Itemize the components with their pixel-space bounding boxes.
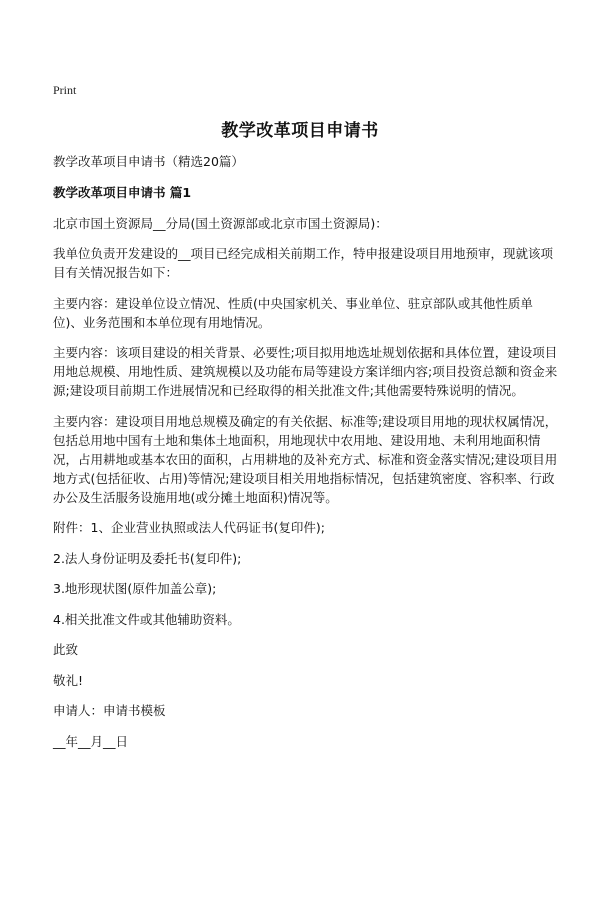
section-heading: 教学改革项目申请书 篇1: [53, 185, 192, 200]
addressee-paragraph: 北京市国土资源局__分局(国土资源部或北京市国土资源局)：: [53, 215, 388, 231]
attachment-item-3: 3.地形现状图(原件加盖公章);: [53, 581, 217, 596]
content-paragraph-unit: 主要内容：建设单位设立情况、性质(中央国家机关、事业单位、驻京部队或其他性质单位)、业务范围和本单位现有用地情况。: [53, 295, 533, 330]
attachment-item-2: 2.法人身份证明及委托书(复印件);: [53, 550, 242, 566]
content-paragraph-land: 主要内容：建设项目用地总规模及确定的有关依据、标准等;建设项目用地的现状权属情况，包括总用地中国有土地和集体土地面积，用地现状中农用地、建设用地、未利用地面积情况，占用耕地或基本农田的面积，占用耕地的及补充方式、标准和资金落实情况;建设项目用地方式(包括征收、占用)等情况;建设项目相关用地指标情况，包括建筑密度、容积率、行政办公及生活服务设施用地(或分摊土地面积)情况等。: [53, 413, 558, 505]
closing-salutation: 此致: [53, 642, 79, 657]
closing-regards: 敬礼!: [53, 672, 84, 688]
content-paragraph-project: 主要内容：该项目建设的相关背景、必要性;项目拟用地选址规划依据和具体位置，建设项目用地总规模、用地性质、建筑规模以及功能布局等建设方案详细内容;项目投资总额和资金来源;建设项目前期工作进展情况和已经取得的相关批准文件;其他需要特殊说明的情况。: [53, 345, 558, 398]
print-label: Print: [53, 83, 77, 97]
attachment-item-1: 附件：1、企业营业执照或法人代码证书(复印件);: [53, 520, 325, 535]
document-subtitle: 教学改革项目申请书（精选20篇）: [53, 154, 244, 169]
date-line: __年__月__日: [53, 733, 129, 749]
attachment-item-4: 4.相关批准文件或其他辅助资料。: [53, 611, 240, 627]
applicant-line: 申请人：申请书模板: [53, 703, 166, 718]
intro-paragraph: 我单位负责开发建设的__项目已经完成相关前期工作，特申报建设项目用地预审，现就该项目有关情况报告如下：: [53, 246, 554, 280]
document-body: [53, 152, 558, 762]
document-title: 教学改革项目申请书: [221, 121, 379, 141]
